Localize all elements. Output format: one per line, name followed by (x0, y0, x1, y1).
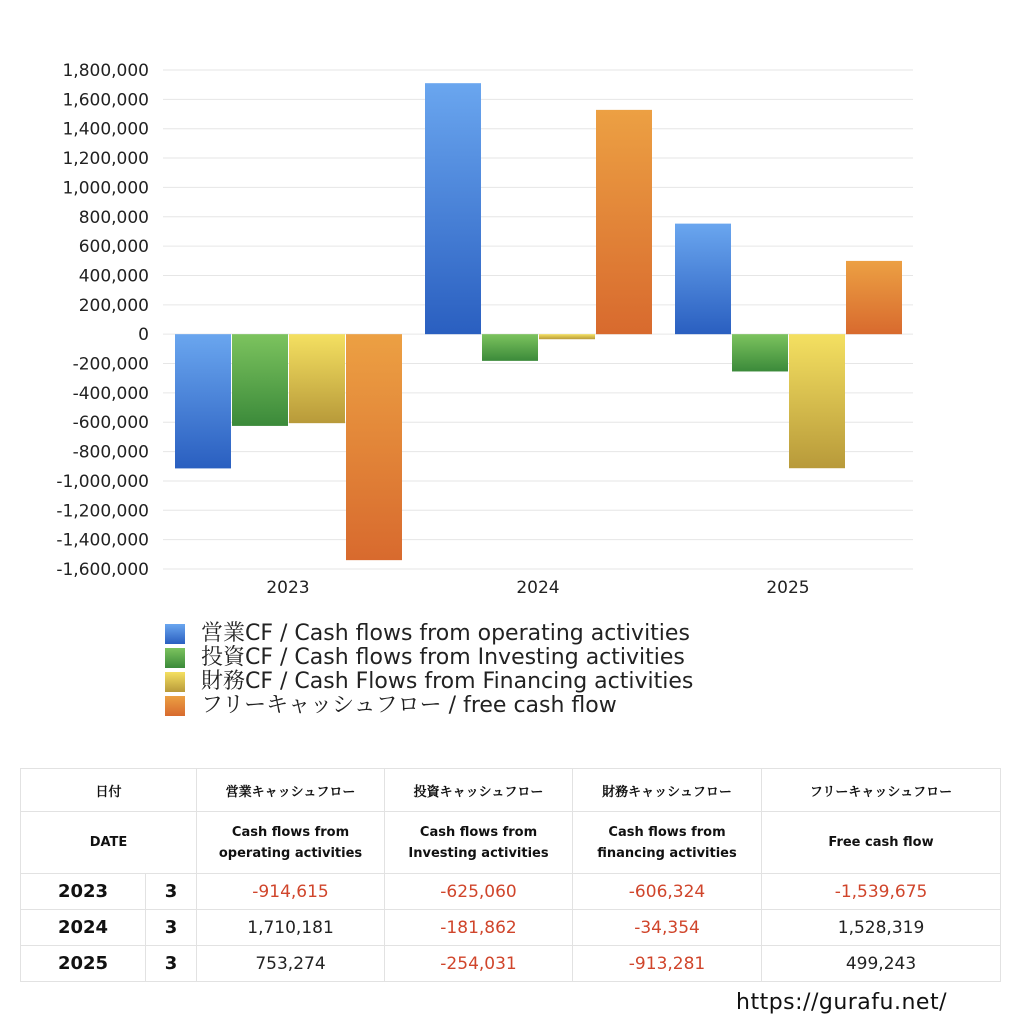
row-year: 2024 (21, 910, 146, 946)
header-date-ja: 日付 (21, 769, 197, 812)
legend-label-operating: 営業CF / Cash flows from operating activities (201, 621, 690, 646)
grid-lines (163, 70, 913, 569)
cell-operating: 1,710,181 (197, 910, 385, 946)
legend-swatch-free (165, 696, 185, 716)
table-row (21, 874, 1001, 910)
y-tick-label: 1,000,000 (62, 178, 149, 199)
bars (175, 83, 902, 560)
y-tick-label: 0 (138, 325, 149, 346)
x-category-label: 2025 (766, 578, 810, 598)
table-header-en (21, 812, 1001, 874)
table-row (21, 910, 1001, 946)
y-tick-label: 600,000 (78, 237, 149, 258)
bar-operating-2025 (675, 224, 731, 335)
y-tick-label: -1,200,000 (56, 501, 149, 522)
cell-operating: -914,615 (197, 874, 385, 910)
cell-financing: -606,324 (573, 874, 762, 910)
bar-operating-2024 (425, 83, 481, 334)
row-month: 3 (146, 874, 197, 910)
row-year: 2025 (21, 946, 146, 982)
y-tick-label: 200,000 (78, 295, 149, 316)
y-tick-label: 1,200,000 (62, 149, 149, 170)
legend-item-investing (165, 646, 693, 670)
bar-free-2024 (596, 110, 652, 334)
row-month: 3 (146, 946, 197, 982)
cell-free: 499,243 (762, 946, 1001, 982)
cell-operating: 753,274 (197, 946, 385, 982)
bar-financing-2025 (789, 334, 845, 468)
bar-free-2025 (846, 261, 902, 334)
header-free-en: Free cash flow (762, 812, 1001, 874)
cell-investing: -625,060 (385, 874, 573, 910)
table-header-ja (21, 769, 1001, 812)
table-row (21, 946, 1001, 982)
x-category-label: 2023 (266, 578, 310, 598)
header-date-en: DATE (21, 812, 197, 874)
bar-financing-2024 (539, 334, 595, 339)
cell-free: -1,539,675 (762, 874, 1001, 910)
row-year: 2023 (21, 874, 146, 910)
y-tick-label: 1,400,000 (62, 119, 149, 140)
cell-investing: -181,862 (385, 910, 573, 946)
y-tick-label: 1,600,000 (62, 90, 149, 111)
bar-investing-2024 (482, 334, 538, 361)
legend-item-financing (165, 670, 693, 694)
legend-label-investing: 投資CF / Cash flows from Investing activities (201, 645, 685, 670)
legend-swatch-investing (165, 648, 185, 668)
x-axis-categories (266, 578, 809, 598)
chart-legend (165, 622, 693, 718)
legend-swatch-financing (165, 672, 185, 692)
y-tick-label: -200,000 (72, 354, 149, 375)
cell-free: 1,528,319 (762, 910, 1001, 946)
y-axis-ticks (56, 61, 149, 580)
header-free-ja: フリーキャッシュフロー (762, 769, 1001, 812)
cell-financing: -913,281 (573, 946, 762, 982)
header-financing-en: Cash flows from financing activities (573, 812, 762, 874)
bar-investing-2023 (232, 334, 288, 426)
bar-free-2023 (346, 334, 402, 560)
y-tick-label: -600,000 (72, 413, 149, 434)
y-tick-label: -1,600,000 (56, 560, 149, 580)
legend-label-free: フリーキャッシュフロー / free cash flow (201, 693, 617, 718)
y-tick-label: -1,000,000 (56, 471, 149, 492)
bar-operating-2023 (175, 334, 231, 468)
cell-financing: -34,354 (573, 910, 762, 946)
row-month: 3 (146, 910, 197, 946)
header-investing-en: Cash flows from Investing activities (385, 812, 573, 874)
y-tick-label: -1,400,000 (56, 530, 149, 551)
y-tick-label: -800,000 (72, 442, 149, 463)
site-url[interactable]: https://gurafu.net/ (736, 990, 947, 1015)
legend-label-financing: 財務CF / Cash Flows from Financing activities (201, 669, 694, 694)
y-tick-label: 800,000 (78, 207, 149, 228)
y-tick-label: 1,800,000 (62, 61, 149, 81)
bar-investing-2025 (732, 334, 788, 371)
header-financing-ja: 財務キャッシュフロー (573, 769, 762, 812)
legend-item-free (165, 694, 693, 718)
cell-investing: -254,031 (385, 946, 573, 982)
y-tick-label: 400,000 (78, 266, 149, 287)
cash-flow-table (20, 768, 1001, 982)
header-operating-en: Cash flows from operating activities (197, 812, 385, 874)
y-tick-label: -400,000 (72, 383, 149, 404)
header-operating-ja: 営業キャッシュフロー (197, 769, 385, 812)
x-category-label: 2024 (516, 578, 560, 598)
header-investing-ja: 投資キャッシュフロー (385, 769, 573, 812)
legend-item-operating (165, 622, 693, 646)
bar-financing-2023 (289, 334, 345, 423)
legend-swatch-operating (165, 624, 185, 644)
